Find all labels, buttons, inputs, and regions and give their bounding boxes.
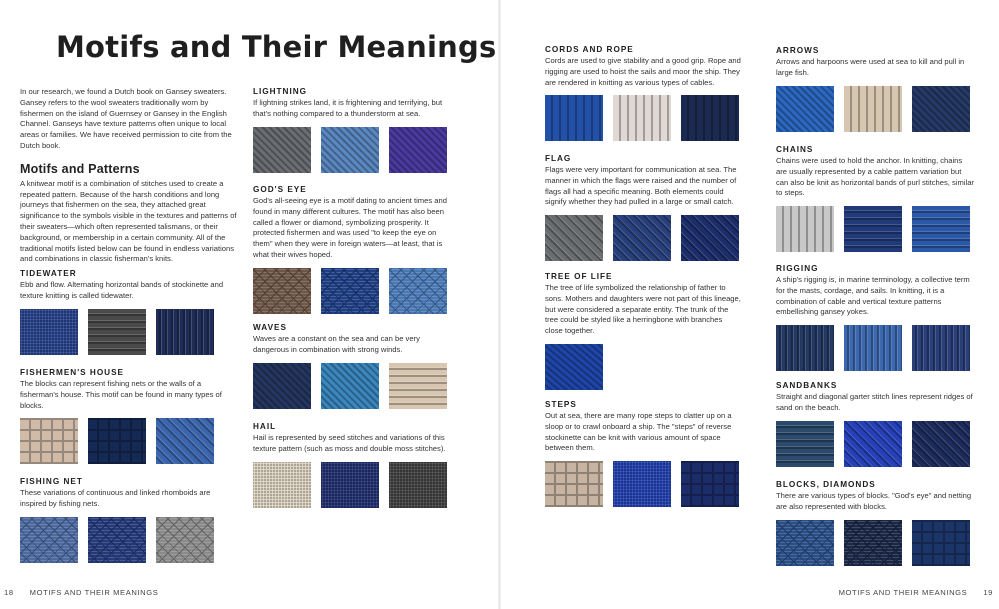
sandbanks-swatch-3 — [912, 421, 970, 467]
section-description: The tree of life symbolized the relationship of father to sons. Mothers and daughters were not part of this lineage, but were considered a separate entity. The trunk of the tree could be styled like a herringbone with branches close together. — [545, 283, 741, 336]
sandbanks-swatch-2 — [844, 421, 902, 467]
swatch-row — [20, 309, 238, 355]
fishermen-s-house-swatch-2 — [88, 418, 146, 464]
swatch-row — [545, 215, 741, 261]
footer-left — [4, 588, 158, 597]
section-description: Hail is represented by seed stitches and variations of this texture pattern (such as moss and double moss stitches). — [253, 433, 446, 453]
section-steps — [545, 400, 741, 507]
page-number: 19 — [983, 588, 993, 597]
section-title: FISHING NET — [20, 477, 83, 486]
section-description: If lightning strikes land, it is frightening and terrifying, but that's nothing compared to a thunderstorm at sea. — [253, 98, 443, 118]
steps-swatch-1 — [545, 461, 603, 507]
section-arrows — [776, 46, 974, 132]
waves-swatch-3 — [389, 363, 447, 409]
running-head: MOTIFS AND THEIR MEANINGS — [838, 588, 968, 597]
arrows-swatch-2 — [844, 86, 902, 132]
lightning-swatch-1 — [253, 127, 311, 173]
fishing-net-swatch-1 — [20, 517, 78, 563]
section-fishermens-house — [20, 368, 238, 464]
section-gods-eye — [253, 185, 451, 314]
steps-swatch-2 — [613, 461, 671, 507]
rigging-swatch-1 — [776, 325, 834, 371]
swatch-row — [776, 520, 974, 566]
section-title: RIGGING — [776, 264, 819, 273]
arrows-swatch-1 — [776, 86, 834, 132]
section-title: HAIL — [253, 422, 277, 431]
swatch-row — [20, 517, 238, 563]
swatch-row — [776, 325, 974, 371]
section-cords-and-rope — [545, 45, 741, 141]
hail-swatch-2 — [321, 462, 379, 508]
section-title: WAVES — [253, 323, 287, 332]
swatch-row — [253, 462, 451, 508]
section-description: Out at sea, there are many rope steps to clatter up on a sloop or to crawl onboard a ship. The "steps" of reverse stockinette can be knit with various amount of space between them. — [545, 411, 732, 453]
tree-of-life-swatch-1 — [545, 344, 603, 390]
running-head: MOTIFS AND THEIR MEANINGS — [29, 588, 159, 597]
section-description: God's all-seeing eye is a motif dating to ancient times and found in many different cultures. The motif has also been called a flower or diamond, symbolizing prosperity. It protected fishermen and was used "to keep the eye on them" when they were in foreign waters—at least, that is what their wives hoped. — [253, 196, 447, 259]
section-hail — [253, 422, 451, 508]
swatch-row — [253, 268, 451, 314]
fishing-net-swatch-3 — [156, 517, 214, 563]
hail-swatch-1 — [253, 462, 311, 508]
section-title: CHAINS — [776, 145, 814, 154]
blocks-diamonds-swatch-3 — [912, 520, 970, 566]
flag-swatch-1 — [545, 215, 603, 261]
intro-column — [20, 87, 238, 265]
section-tidewater — [20, 269, 238, 355]
arrows-swatch-3 — [912, 86, 970, 132]
swatch-row — [545, 95, 741, 141]
god-s-eye-swatch-3 — [389, 268, 447, 314]
section-fishing-net — [20, 477, 238, 563]
section-tree-of-life — [545, 272, 741, 390]
blocks-diamonds-swatch-2 — [844, 520, 902, 566]
section-title: TIDEWATER — [20, 269, 77, 278]
section-flag — [545, 154, 741, 261]
section-description: Cords are used to give stability and a good grip. Rope and rigging are used to hoist the sails and moor the ship. They are rendered in knitting as various types of cables. — [545, 56, 741, 87]
section-description: Ebb and flow. Alternating horizontal bands of stockinette and texture knitting is called tidewater. — [20, 280, 224, 300]
swatch-row — [20, 418, 238, 464]
lightning-swatch-3 — [389, 127, 447, 173]
god-s-eye-swatch-2 — [321, 268, 379, 314]
section-description: The blocks can represent fishing nets or the walls of a fisherman's house. This motif can be found in many types of blocks. — [20, 379, 222, 410]
motifs-heading: Motifs and Patterns — [20, 161, 140, 176]
motifs-paragraph: A knitwear motif is a combination of stitches used to create a repeated pattern. Because of the harsh conditions and long journeys that fishermen on the sea, they attached great significance to the symbols visible in the textures and patterns of their sweaters—which often represented talismans, or their background, or membership in a certain community. All of the traditional motifs listed below can be found in endless variations and combinations in classic fisherman's knits. — [20, 178, 237, 264]
swatch-row — [253, 363, 451, 409]
section-description: There are various types of blocks. "God's eye" and netting are also represented with blocks. — [776, 491, 972, 511]
section-title: ARROWS — [776, 46, 820, 55]
right-page — [500, 0, 999, 609]
section-title: FISHERMEN'S HOUSE — [20, 368, 125, 377]
swatch-row — [776, 421, 974, 467]
blocks-diamonds-swatch-1 — [776, 520, 834, 566]
waves-swatch-1 — [253, 363, 311, 409]
steps-swatch-3 — [681, 461, 739, 507]
section-title: BLOCKS, DIAMONDS — [776, 480, 876, 489]
swatch-row — [776, 86, 974, 132]
swatch-row — [776, 206, 974, 252]
section-sandbanks — [776, 381, 974, 467]
page-number: 18 — [4, 588, 14, 597]
swatch-row — [545, 344, 741, 390]
section-rigging — [776, 264, 974, 371]
section-description: Chains were used to hold the anchor. In knitting, chains are usually represented by a cable pattern variation but can also be knit as horizontal bands of purl stitches, similar to steps. — [776, 156, 974, 198]
intro-paragraph: In our research, we found a Dutch book on Gansey sweaters. Gansey refers to the wool sweaters traditionally worn by fishermen on the island of Guernsey or Gansey in the English Channel. Ganseys have texture patterns often unique to local areas or families. We have received permission to cite from the Dutch book. — [20, 87, 232, 150]
section-description: Arrows and harpoons were used at sea to kill and pull in large fish. — [776, 57, 965, 77]
chains-swatch-1 — [776, 206, 834, 252]
section-title: GOD'S EYE — [253, 185, 307, 194]
section-title: STEPS — [545, 400, 577, 409]
tidewater-swatch-3 — [156, 309, 214, 355]
section-blocks-diamonds — [776, 480, 974, 566]
swatch-row — [253, 127, 451, 173]
tidewater-swatch-2 — [88, 309, 146, 355]
section-title: TREE OF LIFE — [545, 272, 613, 281]
section-waves — [253, 323, 451, 409]
cords-and-rope-swatch-1 — [545, 95, 603, 141]
sandbanks-swatch-1 — [776, 421, 834, 467]
left-page — [0, 0, 499, 609]
rigging-swatch-3 — [912, 325, 970, 371]
hail-swatch-3 — [389, 462, 447, 508]
chains-swatch-2 — [844, 206, 902, 252]
section-description: These variations of continuous and linked rhomboids are inspired by fishing nets. — [20, 488, 211, 508]
section-description: A ship's rigging is, in marine terminology, a collective term for the masts, cordage, and sails. In knitting, it is a combination of cable and vertical texture patterns embellishing gansey yokes. — [776, 275, 970, 317]
section-description: Straight and diagonal garter stitch lines represent ridges of sand on the beach. — [776, 392, 973, 412]
fishing-net-swatch-2 — [88, 517, 146, 563]
fishermen-s-house-swatch-1 — [20, 418, 78, 464]
chains-swatch-3 — [912, 206, 970, 252]
cords-and-rope-swatch-2 — [613, 95, 671, 141]
flag-swatch-3 — [681, 215, 739, 261]
section-title: LIGHTNING — [253, 87, 308, 96]
cords-and-rope-swatch-3 — [681, 95, 739, 141]
fishermen-s-house-swatch-3 — [156, 418, 214, 464]
section-chains — [776, 145, 974, 252]
section-title: CORDS AND ROPE — [545, 45, 634, 54]
swatch-row — [545, 461, 741, 507]
waves-swatch-2 — [321, 363, 379, 409]
lightning-swatch-2 — [321, 127, 379, 173]
god-s-eye-swatch-1 — [253, 268, 311, 314]
rigging-swatch-2 — [844, 325, 902, 371]
flag-swatch-2 — [613, 215, 671, 261]
section-title: SANDBANKS — [776, 381, 838, 390]
section-description: Waves are a constant on the sea and can be very dangerous in combination with strong winds. — [253, 334, 420, 354]
section-title: FLAG — [545, 154, 572, 163]
tidewater-swatch-1 — [20, 309, 78, 355]
section-description: Flags were very important for communication at sea. The manner in which the flags were raised and the number of flags all had a specific meaning. Both elements could signify whether they had pulled in a large or small catch. — [545, 165, 737, 207]
footer-right — [839, 588, 993, 597]
page-title: Motifs and Their Meanings — [56, 30, 497, 64]
section-lightning — [253, 87, 451, 173]
